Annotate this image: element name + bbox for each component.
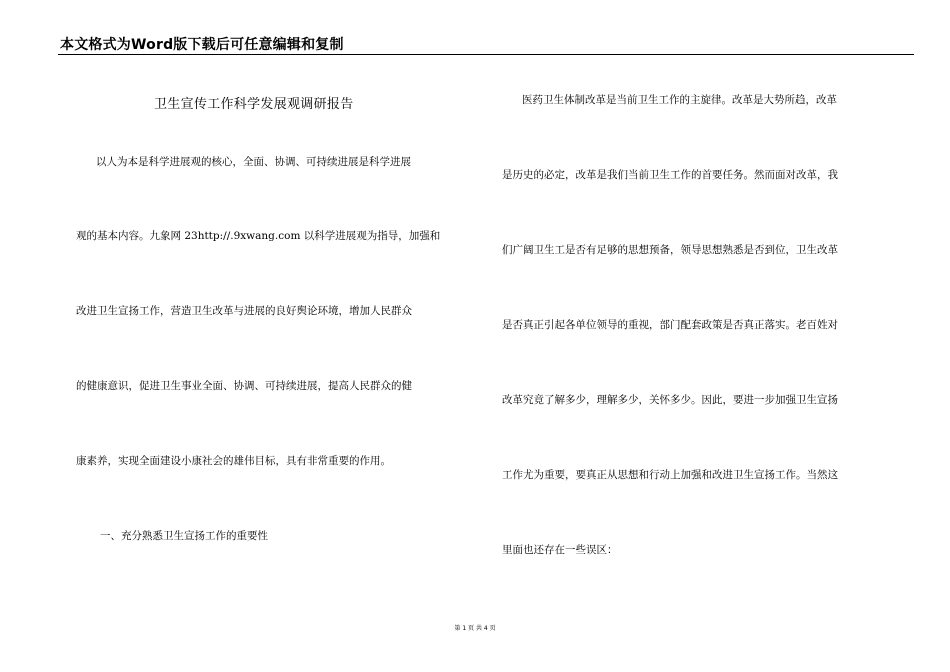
left-paragraph-line: 以人为本是科学进展观的核心，全面、协调、可持续进展是科学进展 [96, 156, 411, 168]
left-paragraph-line: 的健康意识，促进卫生事业全面、协调、可持续进展，提高人民群众的健 [76, 380, 412, 392]
right-paragraph-line: 是历史的必定，改革是我们当前卫生工作的首要任务。然而面对改革，我 [502, 169, 838, 181]
right-paragraph-line: 们广阔卫生工是否有足够的思想预备，领导思想熟悉是否到位，卫生改革 [502, 244, 838, 256]
page-number: 第 1 页 共 4 页 [454, 625, 496, 632]
header-divider [58, 54, 914, 55]
left-paragraph-line: 观的基本内容。九象网 23http://.9xwang.com 以科学进展观为指导，加强和 [76, 230, 441, 242]
left-paragraph-line: 改进卫生宣扬工作，营造卫生改革与进展的良好舆论环境，增加人民群众 [76, 305, 412, 317]
left-paragraph-line: 康素养，实现全面建设小康社会的雄伟目标，具有非常重要的作用。 [76, 455, 391, 467]
document-header: 本文格式为Word版下载后可任意编辑和复制 [60, 37, 344, 53]
right-paragraph-line: 医药卫生体制改革是当前卫生工作的主旋律。改革是大势所趋，改革 [522, 94, 837, 106]
right-paragraph-line: 是否真正引起各单位领导的重视，部门配套政策是否真正落实。老百姓对 [502, 319, 838, 331]
document-title: 卫生宣传工作科学发展观调研报告 [154, 97, 354, 112]
section-heading: 一、充分熟悉卫生宣扬工作的重要性 [100, 530, 268, 542]
right-paragraph-line: 里面也还存在一些误区： [502, 544, 618, 556]
right-paragraph-line: 改革究竟了解多少，理解多少，关怀多少。因此，要进一步加强卫生宣扬 [502, 394, 838, 406]
right-paragraph-line: 工作尤为重要，要真正从思想和行动上加强和改进卫生宣扬工作。当然这 [502, 469, 838, 481]
